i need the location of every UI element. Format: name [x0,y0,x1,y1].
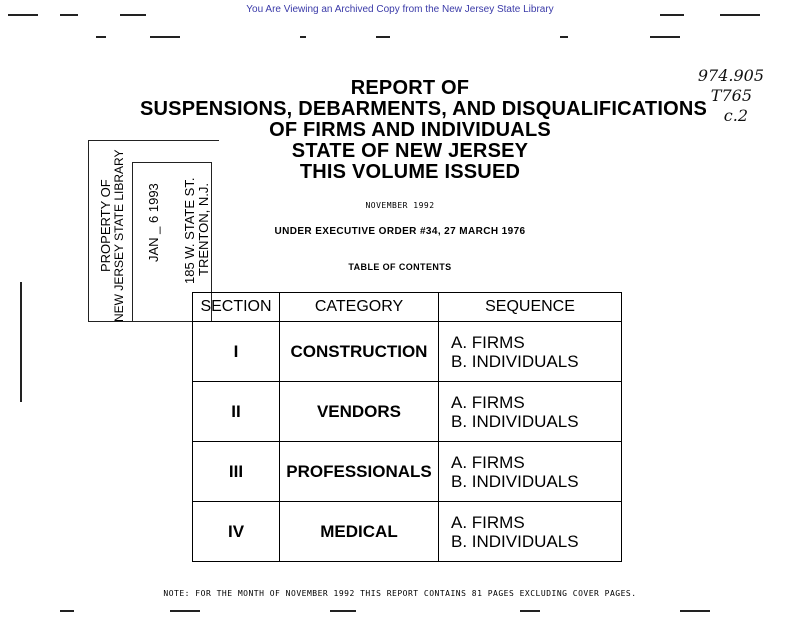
scan-speck [300,36,306,38]
category-name: PROFESSIONALS [280,442,439,502]
title-line: THIS VOLUME ISSUED [299,161,521,183]
executive-order: UNDER EXECUTIVE ORDER #34, 27 MARCH 1976 [274,226,526,237]
scan-speck [8,14,38,16]
sequence-firms: A. FIRMS [451,392,525,412]
section-number: II [193,382,280,442]
scan-speck [96,36,106,38]
title-line: SUSPENSIONS, DEBARMENTS, AND DISQUALIFICATIONS [140,98,708,120]
title-line: OF FIRMS AND INDIVIDUALS [269,119,551,141]
page-count-note: NOTE: FOR THE MONTH OF NOVEMBER 1992 THIS REPORT CONTAINS 81 PAGES EXCLUDING COVER PAGES. [163,589,637,598]
section-number: I [193,322,280,382]
stamp-date: JAN _ 6 1993 [146,183,161,262]
category-name: MEDICAL [280,502,439,562]
toc-heading: TABLE OF CONTENTS [348,262,452,272]
section-number: IV [193,502,280,562]
header-category: CATEGORY [280,293,439,322]
scan-speck [60,610,74,612]
scan-speck [560,36,568,38]
sequence-firms: A. FIRMS [451,452,525,472]
table-row [193,322,622,382]
stamp-library-name: NEW JERSEY STATE LIBRARY [112,149,126,322]
section-number: III [193,442,280,502]
sequence-individuals: B. INDIVIDUALS [451,351,579,371]
report-title [140,77,708,183]
scan-speck [376,36,390,38]
scan-speck [520,610,540,612]
sequence-individuals: B. INDIVIDUALS [451,411,579,431]
table-row [193,502,622,562]
category-name: VENDORS [280,382,439,442]
header-sequence: SEQUENCE [439,293,622,322]
sequence-cell [439,322,622,382]
sequence-cell [439,502,622,562]
sequence-individuals: B. INDIVIDUALS [451,471,579,491]
sequence-cell [439,442,622,502]
table-row [193,382,622,442]
scan-speck [60,14,78,16]
handwritten-cutter-number: T765 [710,86,752,105]
category-name: CONSTRUCTION [280,322,439,382]
handwritten-call-number: 974.905 [697,66,764,85]
scan-speck [170,610,200,612]
sequence-firms: A. FIRMS [451,332,525,352]
handwritten-copy-number: c.2 [723,106,748,125]
issue-date: NOVEMBER 1992 [365,201,435,210]
table-row [193,442,622,502]
sequence-firms: A. FIRMS [451,512,525,532]
scan-speck [680,610,710,612]
stamp-property-of: PROPERTY OF [98,179,113,272]
title-line: STATE OF NEW JERSEY [291,140,529,162]
scan-speck [660,14,684,16]
toc-table [192,292,622,562]
scan-speck [150,36,180,38]
scan-speck [720,14,760,16]
stamp-city: TRENTON, N.J. [196,183,211,276]
scan-speck [650,36,680,38]
sequence-cell [439,382,622,442]
sequence-individuals: B. INDIVIDUALS [451,531,579,551]
table-header-row [193,293,622,322]
scan-speck [20,282,22,402]
archive-banner: You Are Viewing an Archived Copy from the New Jersey State Library [246,4,554,15]
scan-speck [120,14,146,16]
title-line: REPORT OF [350,77,470,99]
header-section: SECTION [193,293,280,322]
stamp-address: 185 W. STATE ST. [182,177,197,284]
scan-speck [330,610,356,612]
